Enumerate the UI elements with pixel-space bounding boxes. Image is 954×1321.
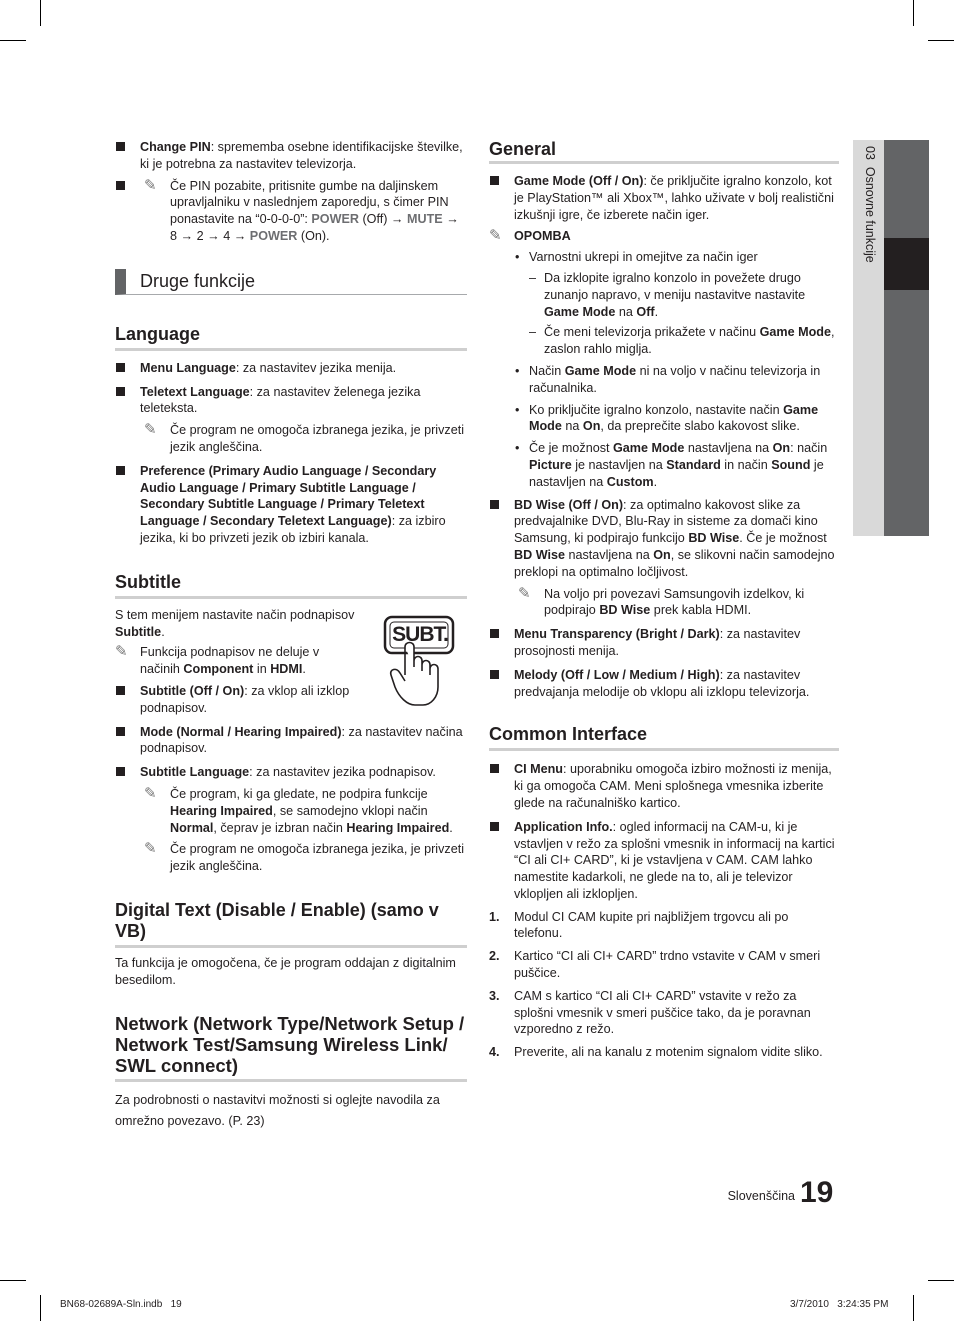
game-mode-item: Game Mode (Off / On): če priključite igralno konzolo, kot je PlayStation™ ali Xbox™, lahko uživate v bolj realistični izkušnji igre, če izberete način iger. [489,173,839,223]
game-note-1: • Varnostni ukrepi in omejitve za način iger [514,249,839,266]
teletext-note: ✎ Če program ne omogoča izbranega jezika, je privzeti jezik angleščina. [144,421,465,454]
page-number: 19 [800,1176,834,1209]
change-pin-note: ✎ Če PIN pozabite, pritisnite gumbe na daljinskem upravljalniku v naslednjem zaporedju, s čimer PIN ponastavite na “0-0-0-0”: POWER (Off) → MUTE → 8 → 2 → 4 → POWER (On). [144,176,459,243]
footer-language: Slovenščina [727,1189,795,1203]
side-tab-label [861,146,877,306]
pencil-icon: ✎ [144,421,157,439]
game-note-1a: – Da izklopite igralno konzolo in povežete drugo zunanjo napravo, v meniju nastavitve nastavite Game Mode na Off. [529,270,839,320]
digital-text-body: Ta funkcija je omogočena, če je program oddajan z digitalnim besedilom. [115,955,456,987]
pencil-icon: ✎ [144,840,157,858]
druge-funkcije-heading: Druge funkcije [115,269,467,295]
subtitle-heading: Subtitle [115,572,467,599]
crop-mark [0,40,26,41]
change-pin-note-wrap [115,178,467,245]
pencil-icon: ✎ [518,584,531,602]
opomba-note: ✎ OPOMBA [489,227,571,245]
subtitle-note-2: ✎ Če program, ki ga gledate, ne podpira funkcije Hearing Impaired, se samodejno vklopi način Normal, čeprav je izbran način Hearing Impaired. [144,784,453,835]
subtitle-mode-item: Mode (Normal / Hearing Impaired): za nastavitev načina podnapisov. [115,724,467,758]
network-heading: Network (Network Type/Network Setup / Network Test/Samsung Wireless Link/ SWL connect) [115,1013,467,1082]
crop-mark [928,1280,954,1281]
footer-file: BN68-02689A-Sln.indb 19 [60,1299,182,1310]
preference-item: Preference (Primary Audio Language / Secondary Audio Language / Primary Subtitle Language / Secondary Subtitle Language / Primary Teletext Language / Secondary Teletext Language): za izbiro jezika, ki bo privzeti jezik ob izbiri kanala. [115,463,467,547]
teletext-language-item: Teletext Language: za nastavitev želenega jezika teleteksta. [115,384,467,418]
crop-mark [40,0,41,26]
subtitle-note-3: ✎ Če program ne omogoča izbranega jezika, je privzeti jezik angleščina. [144,840,465,874]
pencil-icon: ✎ [144,176,157,194]
subtitle-intro: S tem menijem nastavite način podnapisov Subtitle. [115,607,355,639]
chapter-number: 03 [863,146,877,160]
bd-wise-item: BD Wise (Off / On): za optimalno kakovost slike za predvajalnike DVD, Blu-Ray in sisteme za domači kino Samsung, ki podpirajo funkcijo BD Wise. Če je možnost BD Wise nastavljena na On, se slikovni način samodejno preklopi na optimalno ločljivost. [489,497,839,581]
crop-mark [0,1280,26,1281]
menu-transparency-item: Menu Transparency (Bright / Dark): za nastavitev prosojnosti menija. [489,626,839,660]
subtitle-note-1: ✎ Funkcija podnapisov ne deluje v načinih Component in HDMI. [115,643,320,677]
game-note-4: • Če je možnost Game Mode nastavljena na On: način Picture je nastavljen na Standard in način Sound je nastavljen na Custom. [514,440,839,490]
footer-date: 3/7/2010 3:24:35 PM [790,1299,889,1310]
pencil-icon: ✎ [489,227,502,245]
crop-mark [928,40,954,41]
crop-mark [913,1295,914,1321]
crop-mark [40,1295,41,1321]
left-column [115,139,467,1132]
right-column [489,139,839,1061]
ci-menu-item: CI Menu: uporabniku omogoča izbiro možnosti iz menija, ki ga omogoča CAM. Meni splošnega vmesnika izberite glede na računalniško kartico. [489,761,839,811]
subtitle-language-item: Subtitle Language: za nastavitev jezika podnapisov. [115,764,467,781]
game-note-3: • Ko priključite igralno konzolo, nastavite način Game Mode na On, da preprečite slabo kakovost slike. [514,402,839,436]
melody-item: Melody (Off / Low / Medium / High): za nastavitev predvajanja melodije ob vklopu ali izklopu televizorja. [489,667,839,701]
subtitle-off-on-item: Subtitle (Off / On): za vklop ali izklop podnapisov. [115,683,362,717]
change-pin-item: Change PIN: sprememba osebne identifikacijske številke, ki je potrebna za nastavitev televizorja. [115,139,467,173]
ci-step: 4. Preverite, ali na kanalu z motenim signalom vidite sliko. [489,1045,823,1060]
common-interface-heading: Common Interface [489,724,839,751]
digital-text-heading: Digital Text (Disable / Enable) (samo v VB) [115,900,467,948]
side-tab-dark [884,140,929,536]
subtitle-remote-graphic [383,615,458,707]
side-tab-marker [884,238,929,290]
pencil-icon: ✎ [115,643,128,661]
language-heading: Language [115,324,467,351]
ci-step: 3. CAM s kartico “CI ali CI+ CARD” vstavite v režo za splošni vmesnik v smeri puščice tako, da je poravnan vzporedno z režo. [489,988,811,1037]
game-note-2: • Način Game Mode ni na voljo v načinu televizorja in računalnika. [514,363,839,397]
menu-language-item: Menu Language: za nastavitev jezika menija. [115,360,467,377]
application-info-item: Application Info.: ogled informacij na CAM-u, ki je vstavljen v režo za splošni vmesnik in informacij na kartici “CI ali CI+ CARD”, ki je vstavljena v CAM. CAM lahko namestite kadarkoli, ne glede na to, ali je televizor vklopljen ali izklopljen. [489,819,839,903]
network-body: Za podrobnosti o nastavitvi možnosti si oglejte navodila za omrežno povezavo. (P. 23) [115,1092,440,1128]
subt-button-label: SUBT. [392,622,448,646]
game-note-1b: – Če meni televizorja prikažete v načinu Game Mode, zaslon rahlo miglja. [529,324,839,358]
general-heading: General [489,139,839,164]
ci-step: 2. Kartico “CI ali CI+ CARD” trdno vstavite v CAM v smeri puščice. [489,949,821,981]
pencil-icon: ✎ [144,784,157,802]
chapter-title: Osnovne funkcije [863,166,877,263]
crop-mark [913,0,914,26]
bd-wise-note: ✎ Na voljo pri povezavi Samsungovih izdelkov, ki podpirajo BD Wise prek kabla HDMI. [518,584,805,618]
ci-step: 1. Modul CI CAM kupite pri najbližjem trgovcu ali po telefonu. [489,909,789,941]
